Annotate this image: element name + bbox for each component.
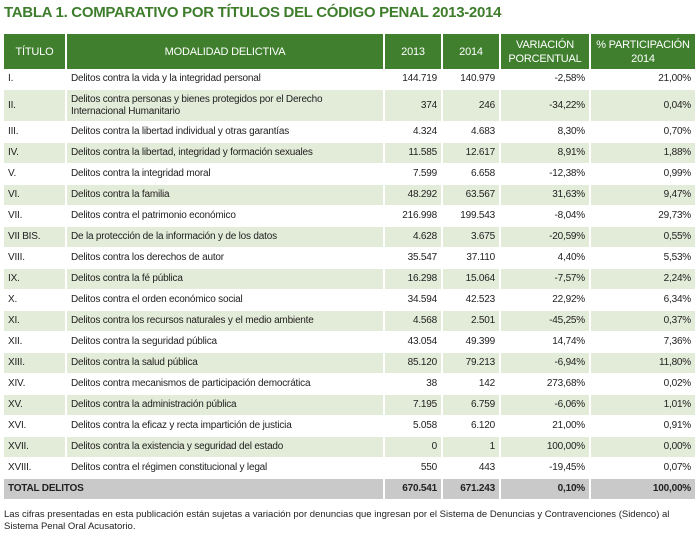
cell-titulo: VI. bbox=[4, 185, 66, 206]
cell-y2013: 7.195 bbox=[384, 395, 442, 416]
cell-variacion: 273,68% bbox=[500, 374, 590, 395]
cell-variacion: 8,30% bbox=[500, 122, 590, 143]
cell-titulo: VIII. bbox=[4, 248, 66, 269]
header-2014: 2014 bbox=[442, 34, 500, 69]
total-2013: 670.541 bbox=[384, 479, 442, 500]
cell-titulo: III. bbox=[4, 122, 66, 143]
cell-y2014: 6.658 bbox=[442, 164, 500, 185]
table-row bbox=[4, 353, 695, 374]
total-row bbox=[4, 479, 695, 500]
cell-modalidad: Delitos contra el régimen constitucional y legal bbox=[66, 458, 384, 479]
table-row bbox=[4, 395, 695, 416]
cell-participacion: 11,80% bbox=[590, 353, 695, 374]
cell-y2013: 5.058 bbox=[384, 416, 442, 437]
cell-variacion: -20,59% bbox=[500, 227, 590, 248]
cell-variacion: 31,63% bbox=[500, 185, 590, 206]
cell-y2014: 142 bbox=[442, 374, 500, 395]
header-row bbox=[4, 34, 695, 69]
cell-variacion: 100,00% bbox=[500, 437, 590, 458]
cell-participacion: 9,47% bbox=[590, 185, 695, 206]
table-title: TABLA 1. COMPARATIVO POR TÍTULOS DEL CÓDIGO PENAL 2013-2014 bbox=[4, 4, 502, 21]
cell-y2014: 4.683 bbox=[442, 122, 500, 143]
cell-y2014: 63.567 bbox=[442, 185, 500, 206]
cell-variacion: 14,74% bbox=[500, 332, 590, 353]
cell-y2013: 216.998 bbox=[384, 206, 442, 227]
cell-y2013: 35.547 bbox=[384, 248, 442, 269]
cell-titulo: XI. bbox=[4, 311, 66, 332]
cell-titulo: IX. bbox=[4, 269, 66, 290]
table-row bbox=[4, 416, 695, 437]
table-row bbox=[4, 143, 695, 164]
cell-variacion: -6,06% bbox=[500, 395, 590, 416]
cell-y2014: 443 bbox=[442, 458, 500, 479]
cell-titulo: X. bbox=[4, 290, 66, 311]
header-titulo: TÍTULO bbox=[4, 34, 66, 69]
cell-y2014: 6.759 bbox=[442, 395, 500, 416]
header-modalidad: MODALIDAD DELICTIVA bbox=[66, 34, 384, 69]
cell-variacion: -45,25% bbox=[500, 311, 590, 332]
cell-y2014: 199.543 bbox=[442, 206, 500, 227]
penal-code-table bbox=[4, 34, 695, 500]
cell-modalidad: Delitos contra la libertad, integridad y formación sexuales bbox=[66, 143, 384, 164]
table-row bbox=[4, 269, 695, 290]
cell-participacion: 6,34% bbox=[590, 290, 695, 311]
cell-titulo: XVIII. bbox=[4, 458, 66, 479]
cell-participacion: 0,55% bbox=[590, 227, 695, 248]
cell-variacion: -8,04% bbox=[500, 206, 590, 227]
total-participacion: 100,00% bbox=[590, 479, 695, 500]
header-participacion: % PARTICIPACIÓN 2014 bbox=[590, 34, 695, 69]
cell-y2013: 4.324 bbox=[384, 122, 442, 143]
cell-y2013: 34.594 bbox=[384, 290, 442, 311]
cell-y2014: 246 bbox=[442, 90, 500, 122]
cell-variacion: 21,00% bbox=[500, 416, 590, 437]
cell-variacion: -6,94% bbox=[500, 353, 590, 374]
cell-variacion: -19,45% bbox=[500, 458, 590, 479]
table-row bbox=[4, 185, 695, 206]
cell-y2013: 144.719 bbox=[384, 69, 442, 90]
table-row bbox=[4, 227, 695, 248]
cell-participacion: 21,00% bbox=[590, 69, 695, 90]
cell-modalidad: Delitos contra la administración pública bbox=[66, 395, 384, 416]
cell-modalidad: Delitos contra personas y bienes protegidos por el Derecho Internacional Humanitario bbox=[66, 90, 384, 122]
cell-titulo: XII. bbox=[4, 332, 66, 353]
cell-y2013: 374 bbox=[384, 90, 442, 122]
cell-modalidad: Delitos contra los derechos de autor bbox=[66, 248, 384, 269]
cell-modalidad: Delitos contra la salud pública bbox=[66, 353, 384, 374]
table-row bbox=[4, 164, 695, 185]
cell-participacion: 0,91% bbox=[590, 416, 695, 437]
cell-variacion: -12,38% bbox=[500, 164, 590, 185]
cell-modalidad: Delitos contra la existencia y seguridad del estado bbox=[66, 437, 384, 458]
cell-y2014: 37.110 bbox=[442, 248, 500, 269]
cell-y2014: 140.979 bbox=[442, 69, 500, 90]
cell-participacion: 0,04% bbox=[590, 90, 695, 122]
cell-titulo: XV. bbox=[4, 395, 66, 416]
table-row bbox=[4, 458, 695, 479]
cell-titulo: IV. bbox=[4, 143, 66, 164]
cell-participacion: 0,99% bbox=[590, 164, 695, 185]
cell-titulo: II. bbox=[4, 90, 66, 122]
cell-participacion: 29,73% bbox=[590, 206, 695, 227]
cell-titulo: VII BIS. bbox=[4, 227, 66, 248]
cell-participacion: 5,53% bbox=[590, 248, 695, 269]
cell-y2013: 4.568 bbox=[384, 311, 442, 332]
cell-y2013: 16.298 bbox=[384, 269, 442, 290]
header-variacion: VARIACIÓN PORCENTUAL bbox=[500, 34, 590, 69]
cell-variacion: 8,91% bbox=[500, 143, 590, 164]
cell-y2013: 0 bbox=[384, 437, 442, 458]
cell-variacion: 22,92% bbox=[500, 290, 590, 311]
table-row bbox=[4, 374, 695, 395]
cell-modalidad: Delitos contra la familia bbox=[66, 185, 384, 206]
cell-participacion: 1,88% bbox=[590, 143, 695, 164]
cell-modalidad: Delitos contra el patrimonio económico bbox=[66, 206, 384, 227]
table-row bbox=[4, 69, 695, 90]
cell-y2014: 3.675 bbox=[442, 227, 500, 248]
cell-titulo: V. bbox=[4, 164, 66, 185]
cell-y2013: 38 bbox=[384, 374, 442, 395]
cell-y2013: 7.599 bbox=[384, 164, 442, 185]
cell-y2014: 1 bbox=[442, 437, 500, 458]
cell-modalidad: Delitos contra la vida y la integridad personal bbox=[66, 69, 384, 90]
cell-variacion: -34,22% bbox=[500, 90, 590, 122]
cell-titulo: VII. bbox=[4, 206, 66, 227]
cell-modalidad: Delitos contra los recursos naturales y el medio ambiente bbox=[66, 311, 384, 332]
total-2014: 671.243 bbox=[442, 479, 500, 500]
cell-modalidad: Delitos contra la integridad moral bbox=[66, 164, 384, 185]
cell-y2013: 48.292 bbox=[384, 185, 442, 206]
cell-variacion: -7,57% bbox=[500, 269, 590, 290]
table-row bbox=[4, 332, 695, 353]
cell-participacion: 0,02% bbox=[590, 374, 695, 395]
table-row bbox=[4, 122, 695, 143]
total-variacion: 0,10% bbox=[500, 479, 590, 500]
cell-y2014: 15.064 bbox=[442, 269, 500, 290]
cell-modalidad: Delitos contra la eficaz y recta impartición de justicia bbox=[66, 416, 384, 437]
cell-y2014: 12.617 bbox=[442, 143, 500, 164]
cell-titulo: I. bbox=[4, 69, 66, 90]
cell-modalidad: Delitos contra la seguridad pública bbox=[66, 332, 384, 353]
cell-participacion: 7,36% bbox=[590, 332, 695, 353]
cell-titulo: XVI. bbox=[4, 416, 66, 437]
cell-participacion: 2,24% bbox=[590, 269, 695, 290]
table-row bbox=[4, 290, 695, 311]
cell-titulo: XIV. bbox=[4, 374, 66, 395]
cell-y2014: 2.501 bbox=[442, 311, 500, 332]
table-row bbox=[4, 90, 695, 122]
cell-y2014: 79.213 bbox=[442, 353, 500, 374]
cell-participacion: 0,37% bbox=[590, 311, 695, 332]
cell-modalidad: Delitos contra la libertad individual y otras garantías bbox=[66, 122, 384, 143]
cell-modalidad: Delitos contra la fé pública bbox=[66, 269, 384, 290]
header-2013: 2013 bbox=[384, 34, 442, 69]
cell-y2013: 550 bbox=[384, 458, 442, 479]
cell-y2014: 49.399 bbox=[442, 332, 500, 353]
table-row bbox=[4, 206, 695, 227]
cell-variacion: -2,58% bbox=[500, 69, 590, 90]
cell-modalidad: Delitos contra mecanismos de participación democrática bbox=[66, 374, 384, 395]
cell-participacion: 0,70% bbox=[590, 122, 695, 143]
cell-y2014: 42.523 bbox=[442, 290, 500, 311]
cell-titulo: XIII. bbox=[4, 353, 66, 374]
table-row bbox=[4, 248, 695, 269]
cell-modalidad: De la protección de la información y de los datos bbox=[66, 227, 384, 248]
table-row bbox=[4, 437, 695, 458]
cell-y2013: 11.585 bbox=[384, 143, 442, 164]
cell-titulo: XVII. bbox=[4, 437, 66, 458]
cell-y2013: 43.054 bbox=[384, 332, 442, 353]
cell-y2013: 85.120 bbox=[384, 353, 442, 374]
footnote: Las cifras presentadas en esta publicación están sujetas a variación por denuncias que ingresan por el Sistema de Denuncias y Contravenciones (Sidenco) al Sistema Penal Oral Acusatorio. bbox=[4, 509, 670, 532]
cell-participacion: 0,07% bbox=[590, 458, 695, 479]
total-label: TOTAL DELITOS bbox=[4, 479, 384, 500]
cell-participacion: 0,00% bbox=[590, 437, 695, 458]
cell-variacion: 4,40% bbox=[500, 248, 590, 269]
cell-y2014: 6.120 bbox=[442, 416, 500, 437]
cell-modalidad: Delitos contra el orden económico social bbox=[66, 290, 384, 311]
cell-y2013: 4.628 bbox=[384, 227, 442, 248]
table-row bbox=[4, 311, 695, 332]
cell-participacion: 1,01% bbox=[590, 395, 695, 416]
